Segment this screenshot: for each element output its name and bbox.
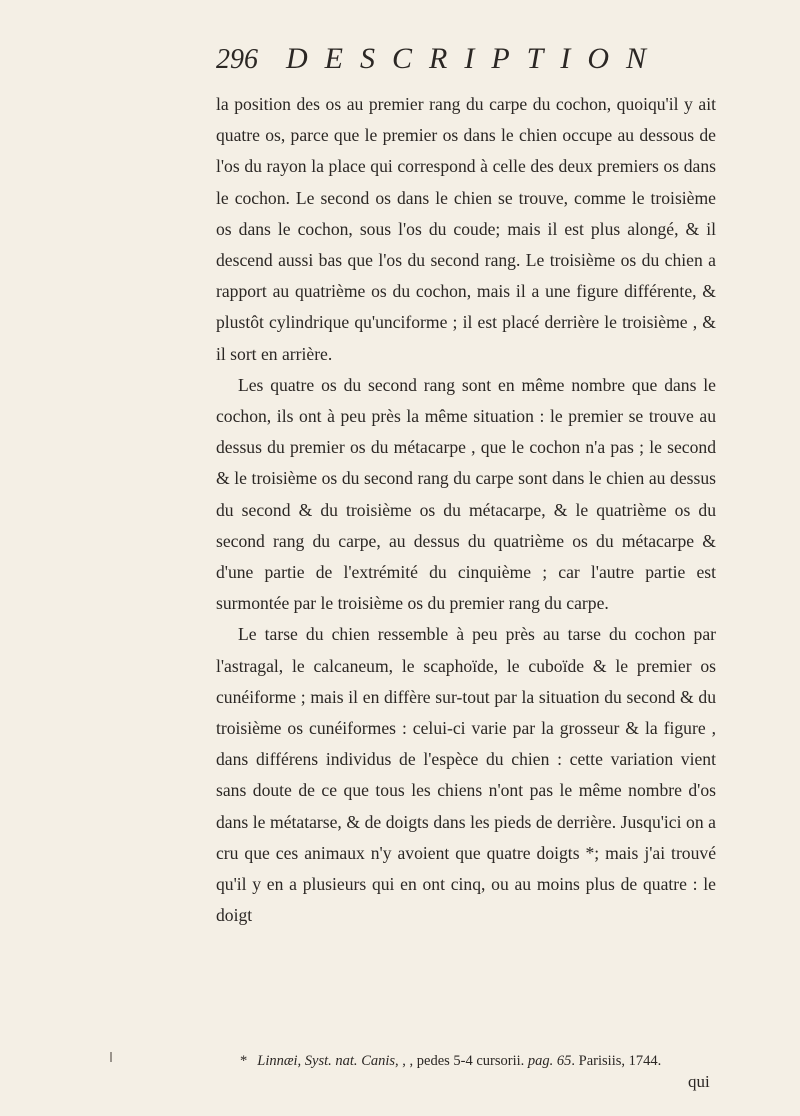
footnote-subject: Canis xyxy=(361,1053,396,1069)
margin-mark xyxy=(110,1052,112,1062)
paragraph-3: Le tarse du chien ressemble à peu près au tarse du cochon par l'astragal, le calcaneum, le scaphoïde, le cuboïde & le premier os cunéiforme ; mais il en diffère sur-tout par la situation du second & du troisième os cunéiformes : celui-ci varie par la grosseur & la figure , dans différens individus de l'espèce du chien : cette variation vient sans doute de ce que tous les chiens n'ont pas le même nombre d'os dans le métatarse, & de doigts dans les pieds de derrière. Jusqu'ici on a cru que ces animaux n'y avoient que quatre doigts *; mais j'ai trouvé qu'il y en a plusieurs qui en ont cinq, ou au moins plus de quatre : le doigt xyxy=(216,624,716,926)
body-text xyxy=(216,89,716,931)
catchword: qui xyxy=(688,1072,710,1091)
paragraph-1: la position des os au premier rang du carpe du cochon, quoiqu'il y ait quatre os, parce que le premier os dans le chien occupe au dessous de l'os du rayon la place qui correspond à celle des deux premiers os dans le cochon. Le second os dans le chien se trouve, comme le troisième os dans le cochon, sous l'os du coude; mais il est plus alongé, & il descend aussi bas que l'os du second rang. Le troisième os du chien a rapport au quatrième os du cochon, mais il a une figure différente, & plustôt cylindrique qu'unciforme ; il est placé derrière le troisième , & il sort en arrière. xyxy=(216,94,716,364)
footnote-marker: * xyxy=(240,1053,248,1069)
footnote-page-value: 65 xyxy=(556,1053,572,1069)
footnote-author: Linnæi, xyxy=(257,1053,302,1069)
page-number: 296 xyxy=(216,44,258,75)
footnote-work: Syst. nat. xyxy=(304,1053,358,1069)
footnote-place-year: . Parisiis, 1744. xyxy=(571,1053,662,1069)
paragraph-2: Les quatre os du second rang sont en même nombre que dans le cochon, ils ont à peu près la même situation : le premier se trouve au dessus du premier os du métacarpe , que le cochon n'a pas ; le second & le troisième os du second rang du carpe sont dans le chien au dessus du second & du troisième os du métacarpe, & le quatrième os du second rang du carpe, au dessus du quatrième os du métacarpe & d'une partie de l'extrémité du cinquième ; car l'autre partie est surmontée par le troisième os du premier rang du carpe. xyxy=(216,374,716,614)
running-title: DESCRIPTION xyxy=(286,42,663,75)
page-header xyxy=(216,42,663,82)
footnote-rest: , , , pedes 5-4 cursorii. xyxy=(395,1053,525,1069)
footnote-page-label: pag. xyxy=(527,1053,554,1069)
footnote xyxy=(240,1052,720,1070)
